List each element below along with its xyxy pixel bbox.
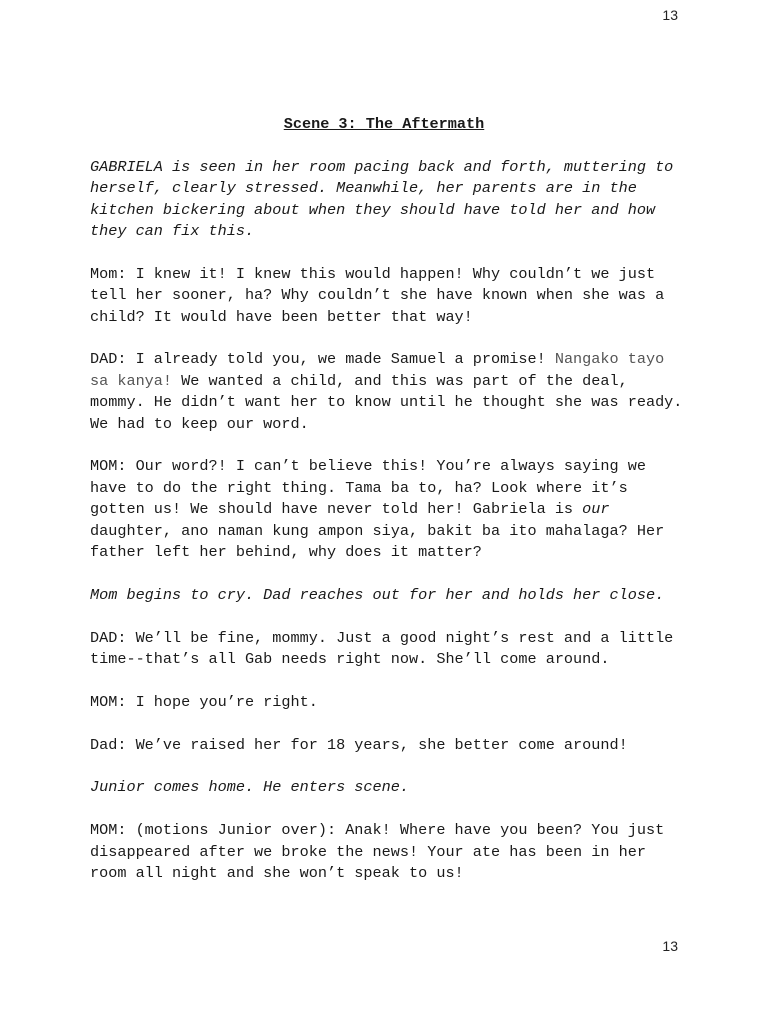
dialogue-dad: Dad: We’ve raised her for 18 years, she better come around!: [90, 735, 628, 754]
emphasis-word: our: [582, 500, 610, 519]
dialogue-text: DAD: I already told you, we made Samuel a promise!: [90, 350, 555, 369]
page-number-bottom: 13: [662, 938, 678, 954]
dialogue-mom: Mom: I knew it! I knew this would happen! Why couldn’t we just tell her sooner, ha? Why couldn’t she have known when she was a child? It would have been better that way!: [90, 264, 674, 326]
scene-title: Scene 3: The Aftermath: [283, 115, 485, 133]
dialogue-text: MOM: Our word?! I can’t believe this! You’re always saying we have to do the right thing. Tama ba to, ha? Look where it’s gotten us! We should have never told her! Gabriela is: [90, 457, 656, 519]
tagalog-phrase: Nangako tayo sa kanya!: [90, 350, 674, 390]
stage-direction: Mom begins to cry. Dad reaches out for her and holds her close.: [90, 585, 665, 604]
dialogue-dad: DAD: We’ll be fine, mommy. Just a good night’s rest and a little time--that’s all Gab needs right now. She’ll come around.: [90, 628, 683, 669]
script-page: [90, 114, 690, 906]
stage-direction: GABRIELA is seen in her room pacing back and forth, muttering to herself, clearly stressed. Meanwhile, her parents are in the kitchen bickering about when they should have told her and how they can fix this.: [90, 157, 683, 241]
stage-direction: Junior comes home. He enters scene.: [90, 778, 409, 797]
dialogue-dad: [90, 349, 690, 435]
dialogue-mom: MOM: (motions Junior over): Anak! Where have you been? You just disappeared after we broke the news! Your ate has been in her room all night and she won’t speak to us!: [90, 821, 674, 883]
dialogue-text: daughter, ano naman kung ampon siya, bakit ba ito mahalaga? Her father left her behind, why does it matter?: [90, 500, 674, 562]
dialogue-mom: [90, 456, 690, 563]
dialogue-text: We wanted a child, and this was part of the deal, mommy. He didn’t want her to know until he thought she was ready. We had to keep our word.: [90, 371, 692, 433]
page-number-top: 13: [662, 7, 678, 23]
dialogue-mom: MOM: I hope you’re right.: [90, 692, 318, 711]
